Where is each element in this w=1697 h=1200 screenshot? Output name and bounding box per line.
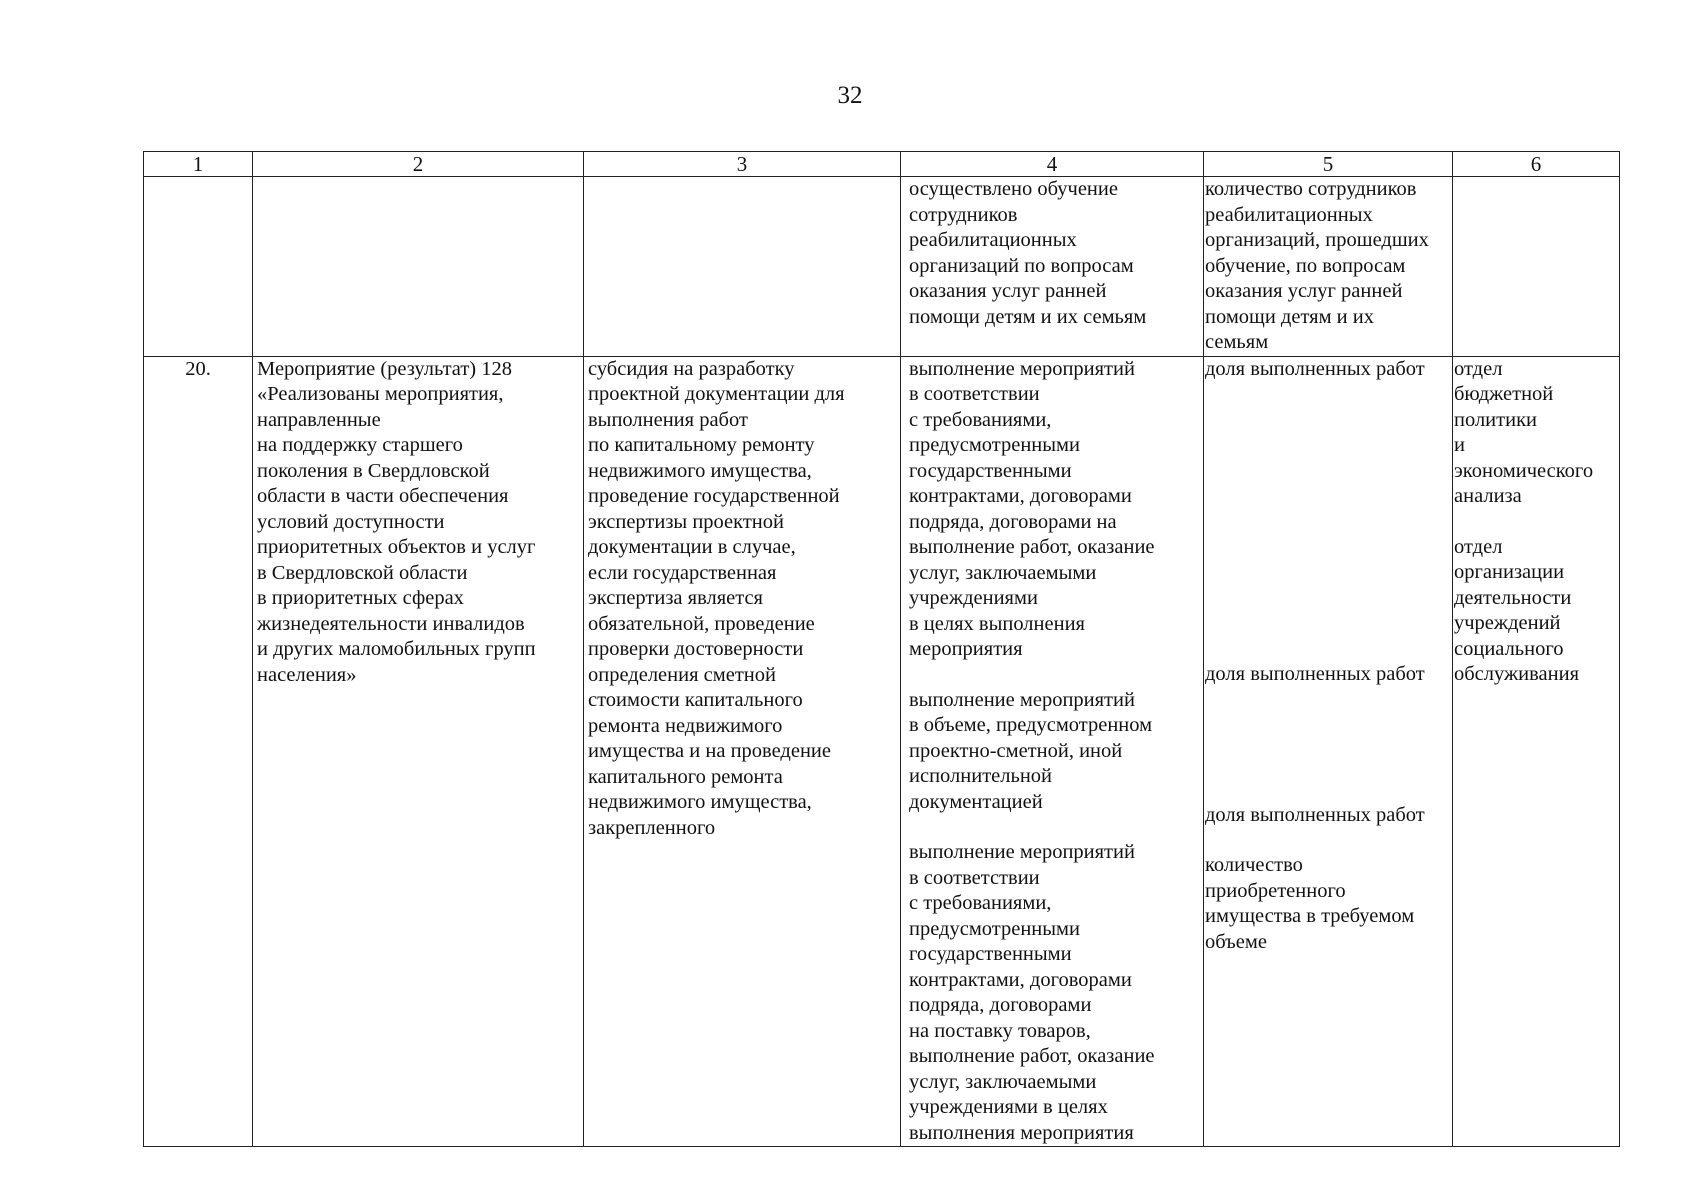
header-col-3: 3 xyxy=(584,152,901,177)
cell-result: осуществлено обучение сотрудников реабилитационных организаций по вопросам оказания услуг ранней помощи детям и их семьям xyxy=(901,177,1204,357)
indicator-text-4: количество приобретенного имущества в требуемом объеме xyxy=(1205,854,1415,953)
measures-table xyxy=(143,151,1620,1147)
cell-measure: Мероприятие (результат) 128 «Реализованы мероприятия, направленные на поддержку старшего поколения в Свердловской области в части обеспечения условий доступности приоритетных объектов и услуг в Свердловской области в приоритетных сферах жизнедеятельности инвалидов и других маломобильных групп населения» xyxy=(253,356,584,1147)
indicator-text-1: доля выполненных работ xyxy=(1205,357,1425,380)
cell-description: субсидия на разработку проектной документации для выполнения работ по капитальному ремонту недвижимого имущества, проведение государственной экспертизы проектной документации в случае, если государственная экспертиза является обязательной, проведение проверки достоверности определения сметной стоимости капитального ремонта недвижимого имущества и на проведение капитального ремонта недвижимого имущества, закрепленного xyxy=(584,356,901,1147)
result-text-2: выполнение мероприятий в объеме, предусмотренном проектно-сметной, иной исполнительной документацией xyxy=(909,688,1153,813)
indicator-text-3: доля выполненных работ xyxy=(1205,803,1425,826)
indicator-text-2: доля выполненных работ xyxy=(1205,663,1425,685)
cell-result xyxy=(901,356,1204,1147)
header-col-2: 2 xyxy=(253,152,584,177)
header-col-4: 4 xyxy=(901,152,1204,177)
header-col-5: 5 xyxy=(1204,152,1453,177)
cell-number: 20. xyxy=(144,356,253,1147)
page-number: 32 xyxy=(837,82,863,109)
responsible-text-1: отдел бюджетной политики и экономического анализа xyxy=(1454,357,1594,507)
cell-indicator: количество сотрудников реабилитационных организаций, прошедших обучение, по вопросам оказания услуг ранней помощи детям и их семьям xyxy=(1204,177,1453,357)
responsible-text-2: отдел организации деятельности учреждений социального обслуживания xyxy=(1454,535,1580,685)
cell-responsible xyxy=(1453,177,1620,357)
table-row-20 xyxy=(144,356,1620,1147)
cell-indicator xyxy=(1204,356,1453,1147)
cell-measure xyxy=(253,177,584,357)
cell-number xyxy=(144,177,253,357)
cell-description xyxy=(584,177,901,357)
result-text-3: выполнение мероприятий в соответствии с требованиями, предусмотренными государственными контрактами, договорами подряда, договорами на поставку товаров, выполнение работ, оказание услуг, заключаемыми учреждениями в целях выполнения мероприятия xyxy=(909,841,1155,1144)
table-row-continuation xyxy=(144,177,1620,357)
header-col-1: 1 xyxy=(144,152,253,177)
cell-responsible xyxy=(1453,356,1620,1147)
header-row xyxy=(144,152,1620,177)
result-text-1: выполнение мероприятий в соответствии с требованиями, предусмотренными государственными контрактами, договорами подряда, договорами на выполнение работ, оказание услуг, заключаемыми учреждениями в целях выполнения мероприятия xyxy=(909,357,1155,660)
header-col-6: 6 xyxy=(1453,152,1620,177)
